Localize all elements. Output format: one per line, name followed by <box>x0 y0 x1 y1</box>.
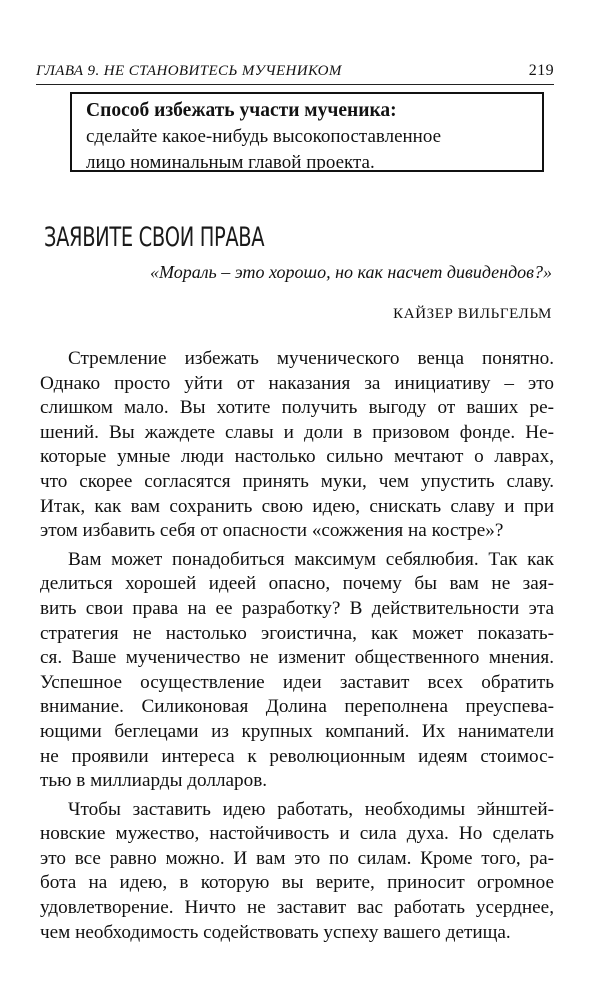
text-line: Успешное осуществление идеи заставит всех обратить <box>40 671 554 693</box>
running-head <box>36 60 554 82</box>
text-line: это все равно можно. И вам это по силам. Кроме того, ра- <box>40 847 554 869</box>
text-line: ющими беглецами из крупных компаний. Их наниматели <box>40 720 554 742</box>
callout-line: лицо номинальным главой проекта. <box>86 152 375 173</box>
section-heading: ЗАЯВИТЕ СВОИ ПРАВА <box>44 222 265 253</box>
body-text <box>40 347 554 949</box>
text-line: удовлетворение. Ничто не заставит вас работать усерднее, <box>40 897 554 919</box>
page-number: 219 <box>528 62 554 79</box>
callout-line: сделайте какое-нибудь высокопоставленное <box>86 126 442 147</box>
callout-box <box>70 92 544 172</box>
text-line: Чтобы заставить идею работать, необходимы эйнштей- <box>68 798 554 820</box>
text-line: ся. Ваше мученичество не изменит общественного мнения. <box>40 647 554 669</box>
text-line: Стремление избежать мученического венца понятно. <box>68 348 554 369</box>
text-line: вить свои права на ее разработку? В действительности эта <box>40 597 554 619</box>
chapter-title: ГЛАВА 9. НЕ СТАНОВИТЕСЬ МУЧЕНИКОМ <box>36 63 342 79</box>
text-line: Итак, как вам сохранить свою идею, снискать славу и при <box>40 495 554 517</box>
text-line: которые умные люди настолько сильно мечтают о лаврах, <box>40 446 554 468</box>
header-rule <box>36 84 554 85</box>
text-line: этом избавить себя от опасности «сожжения на костре»? <box>40 520 504 542</box>
epigraph: «Мораль – это хорошо, но как насчет дивидендов?» <box>149 262 552 282</box>
callout-lead: Способ избежать участи мученика: <box>86 100 397 121</box>
text-line: не проявили интереса к революционным идеям стоимос- <box>40 745 554 767</box>
text-line: бота на идею, в которую вы верите, приносит огромное <box>40 872 554 894</box>
text-line: Вам может понадобиться максимум себялюбия. Так как <box>68 548 554 570</box>
text-line: чем необходимость содействовать успеху вашего детища. <box>40 921 511 943</box>
paragraph <box>40 347 554 544</box>
text-line: делиться хорошей идеей опасно, почему бы вам не зая- <box>40 573 554 595</box>
text-line: внимание. Силиконовая Долина переполнена преуспева- <box>40 696 554 718</box>
text-line: шений. Вы жаждете славы и доли в призовом фонде. Не- <box>40 421 554 443</box>
epigraph-attribution: КАЙЗЕР ВИЛЬГЕЛЬМ <box>393 306 552 322</box>
text-line: слишком мало. Вы хотите получить выгоду от ваших ре- <box>40 397 554 419</box>
text-line: тью в миллиарды долларов. <box>40 770 268 792</box>
text-line: стратегия не настолько эгоистична, как может показать- <box>40 622 554 644</box>
text-line: новские мужество, настойчивость и сила духа. Но сделать <box>40 823 554 845</box>
paragraph <box>40 798 554 946</box>
text-line: Однако просто уйти от наказания за инициативу – это <box>40 372 554 394</box>
text-line: что скорее согласятся принять муки, чем упустить славу. <box>40 470 554 492</box>
paragraph <box>40 548 554 794</box>
